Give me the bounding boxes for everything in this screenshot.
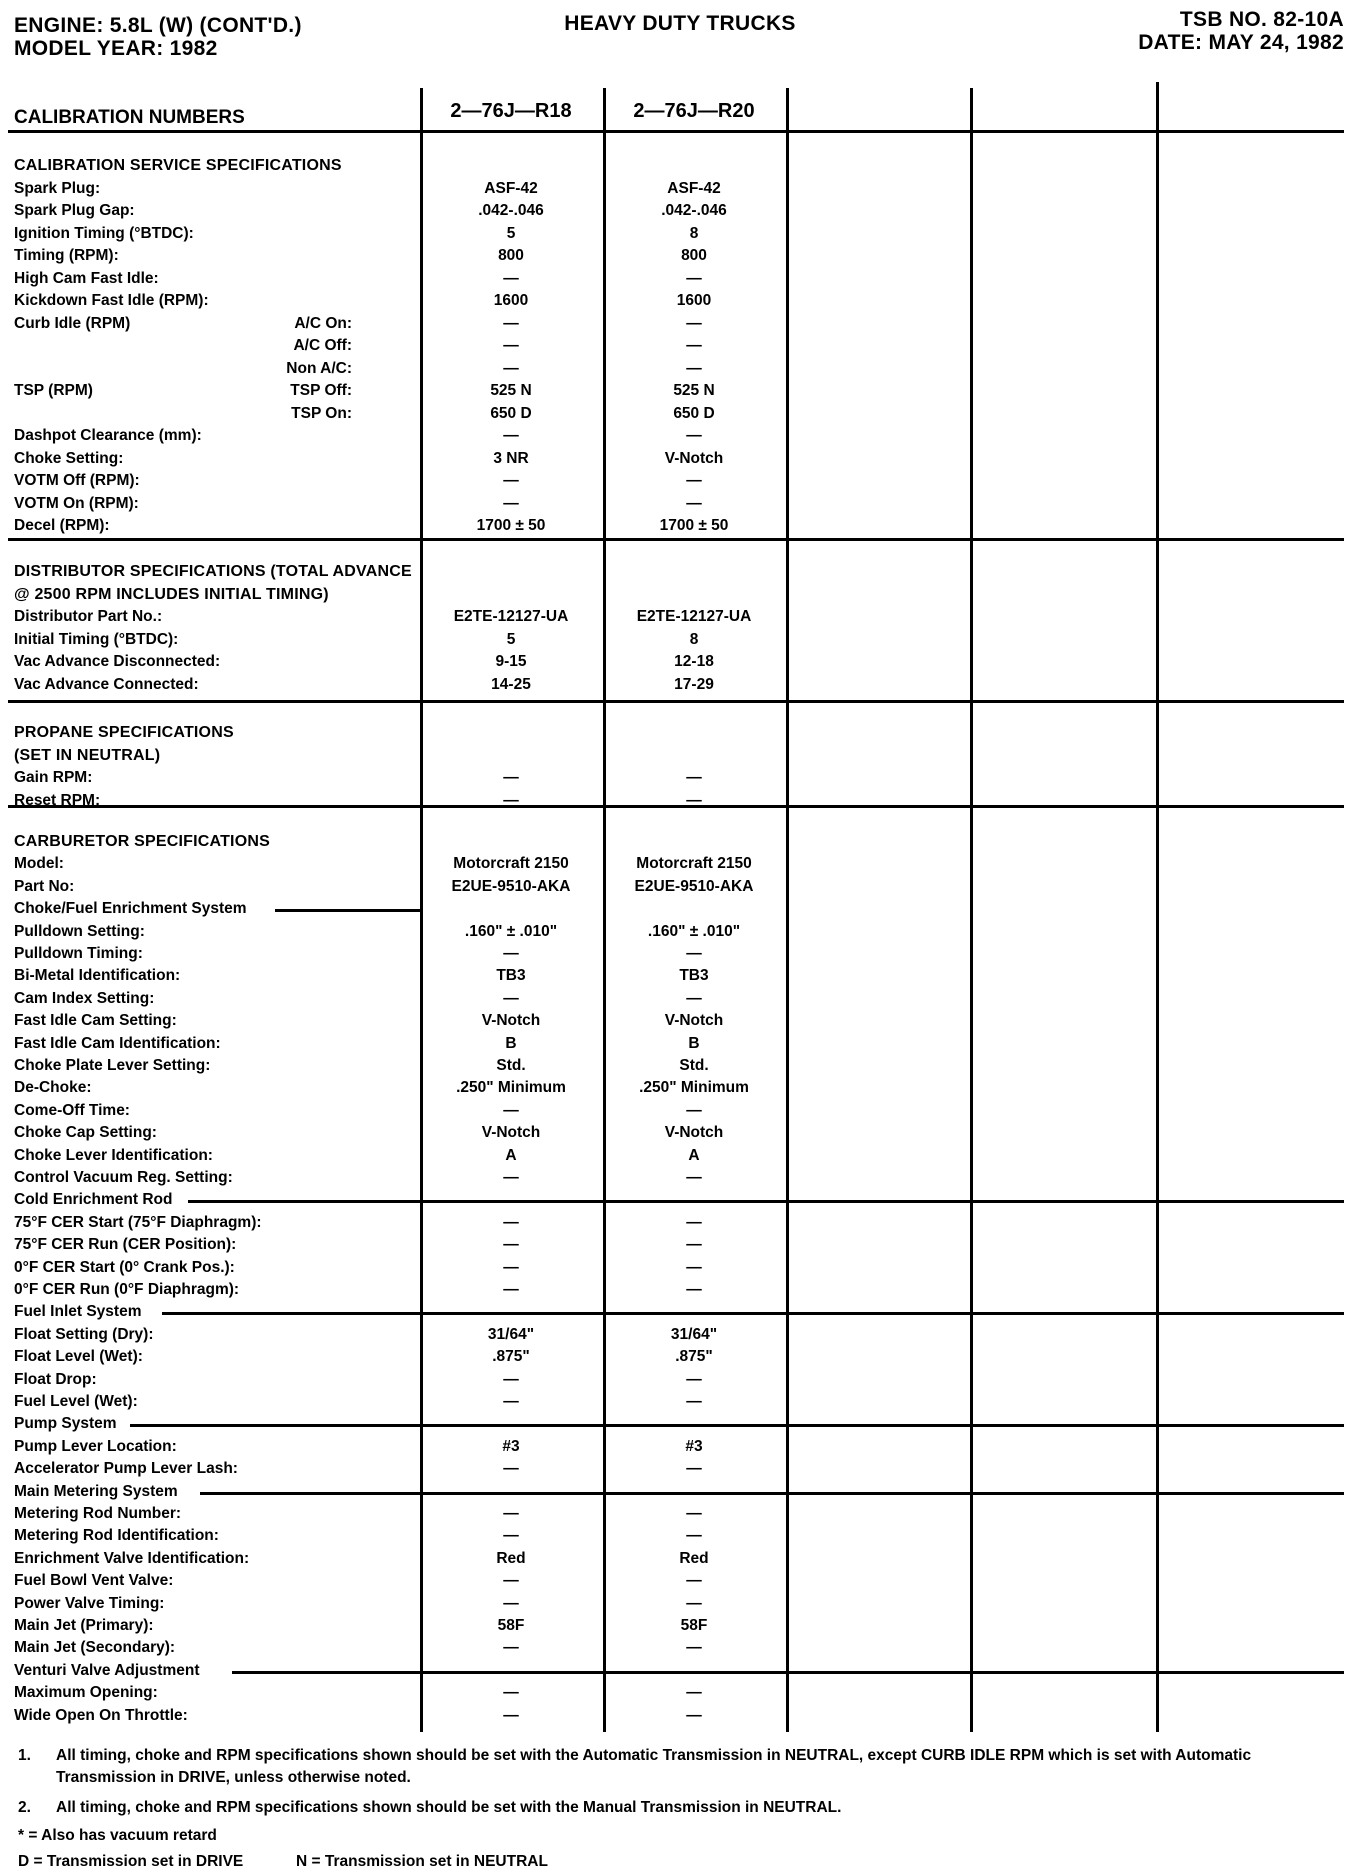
spec-condition: A/C Off: [293,337,352,354]
spec-label: Float Drop: [14,1370,97,1388]
spec-value-col-2: — [686,1684,702,1702]
spec-label: Reset RPM: [14,791,101,809]
spec-value-col-2: — [686,269,702,287]
spec-value-col-1: — [503,1281,519,1298]
subsection-rule [232,1671,1344,1674]
spec-row [0,1055,1360,1077]
spec-value-col-1: 9-15 [495,653,527,670]
spec-row [0,1122,1360,1144]
spec-value-col-2: 650 D [673,404,715,422]
engine-label: ENGINE: 5.8L (W) (CONT'D.) [14,14,302,37]
legend-vacuum-retard: * = Also has vacuum retard [18,1827,217,1844]
spec-value-col-2: 525 N [673,382,715,399]
spec-label: Main Jet (Secondary): [14,1639,176,1657]
spec-row [0,1369,1360,1391]
spec-label: Float Setting (Dry): [14,1325,154,1343]
footnote-text: Transmission in DRIVE, unless otherwise noted. [56,1769,411,1786]
spec-row [0,629,1360,651]
spec-label: TSP (RPM) [14,382,93,399]
calibration-col-2: 2—76J—R20 [633,100,755,122]
spec-value-col-1: — [503,1236,519,1254]
spec-condition: Non A/C: [286,359,352,377]
spec-label: De-Choke: [14,1079,92,1097]
spec-row [0,1100,1360,1122]
spec-value-col-1: B [505,1034,517,1052]
spec-row [0,767,1360,789]
spec-value-col-1: — [503,427,519,444]
spec-row [0,223,1360,245]
spec-label: VOTM Off (RPM): [14,472,140,489]
spec-row [0,988,1360,1010]
spec-value-col-2: B [688,1034,700,1052]
spec-value-col-1: — [503,269,519,287]
spec-value-col-2: Red [679,1549,709,1567]
spec-row [0,965,1360,987]
spec-value-col-2: Std. [679,1057,709,1074]
spec-row [0,853,1360,875]
subsection-heading-row [0,1189,1360,1211]
spec-label: 0°F CER Start (0° Crank Pos.): [14,1258,235,1276]
section-heading-row [0,831,1360,853]
section-heading-row [0,745,1360,767]
spec-value-col-1: 58F [497,1617,525,1634]
spec-label: Spark Plug Gap: [14,202,135,219]
spec-value-col-2: — [686,1505,702,1522]
spec-label: Pump Lever Location: [14,1437,177,1455]
subsection-heading-row [0,1413,1360,1435]
spec-value-col-2: — [686,1393,702,1410]
spec-value-col-2: — [686,359,702,377]
spec-value-col-2: E2UE-9510-AKA [634,877,754,895]
spec-value-col-1: 5 [506,224,516,242]
spec-value-col-1: 650 D [490,404,532,422]
spec-value-col-1: — [503,945,519,962]
spec-label: Fuel Level (Wet): [14,1393,138,1410]
spec-value-col-1: .160" ± .010" [464,922,558,940]
spec-label: Choke Plate Lever Setting: [14,1057,211,1074]
spec-value-col-2: #3 [685,1437,703,1455]
spec-value-col-2: — [686,337,702,354]
spec-value-col-2: — [686,1706,702,1724]
spec-row [0,1615,1360,1637]
subsection-heading: Pump System [14,1415,117,1433]
subsection-heading: Venturi Valve Adjustment [14,1661,200,1679]
spec-label: Fast Idle Cam Setting: [14,1012,177,1030]
subsection-rule [200,1492,1344,1495]
spec-value-col-2: 17-29 [674,675,714,693]
spec-label: Vac Advance Disconnected: [14,653,221,670]
spec-row [0,335,1360,357]
spec-value-col-2: .160" ± .010" [647,922,741,940]
spec-label: Vac Advance Connected: [14,675,199,693]
spec-value-col-2: — [686,1639,702,1657]
spec-row [0,1346,1360,1368]
spec-row [0,1257,1360,1279]
spec-row [0,1167,1360,1189]
spec-value-col-1: E2TE-12127-UA [453,608,569,625]
spec-value-col-1: A [505,1146,517,1164]
spec-label: Part No: [14,877,75,895]
spec-label: 0°F CER Run (0°F Diaphragm): [14,1281,240,1298]
spec-row [0,358,1360,380]
spec-label: Ignition Timing (°BTDC): [14,224,194,242]
spec-value-col-2: — [686,1370,702,1388]
subsection-heading: Cold Enrichment Rod [14,1191,173,1209]
spec-label: 75°F CER Start (75°F Diaphragm): [14,1213,262,1231]
spec-value-col-2: V-Notch [664,1012,724,1030]
spec-value-col-1: — [503,1101,519,1119]
spec-value-col-1: 1600 [493,292,529,309]
spec-label: Fuel Bowl Vent Valve: [14,1572,174,1590]
spec-row [0,448,1360,470]
spec-value-col-2: — [686,1460,702,1478]
spec-value-col-2: — [686,494,702,512]
spec-value-col-1: — [503,1684,519,1702]
spec-row [0,1391,1360,1413]
spec-value-col-1: — [503,1169,519,1186]
spec-row [0,290,1360,312]
spec-value-col-1: — [503,1706,519,1724]
spec-value-col-2: — [686,1527,702,1545]
spec-value-col-2: — [686,989,702,1007]
spec-row [0,1145,1360,1167]
subsection-rule [130,1424,1344,1427]
spec-value-col-1: — [503,472,519,489]
spec-value-col-1: — [503,1460,519,1478]
spec-value-col-1: 31/64" [487,1325,535,1343]
spec-label: Metering Rod Number: [14,1505,182,1522]
spec-label: Float Level (Wet): [14,1348,143,1366]
spec-row [0,1682,1360,1704]
spec-value-col-1: — [503,1639,519,1657]
subsection-heading-row [0,1660,1360,1682]
spec-value-col-2: 1600 [676,292,712,309]
spec-row [0,245,1360,267]
spec-label: High Cam Fast Idle: [14,269,159,287]
spec-value-col-1: 5 [506,630,516,648]
spec-value-col-1: ASF-42 [484,179,538,197]
spec-value-col-1: — [503,1393,519,1410]
spec-value-col-2: — [686,1281,702,1298]
spec-label: Timing (RPM): [14,247,119,264]
spec-row [0,268,1360,290]
spec-value-col-2: V-Notch [664,1124,724,1142]
spec-row [0,1525,1360,1547]
spec-row [0,1279,1360,1301]
spec-value-col-1: Std. [496,1057,526,1074]
spec-value-col-1: .875" [492,1348,530,1366]
spec-value-col-2: — [686,1236,702,1254]
spec-row [0,313,1360,335]
spec-row [0,674,1360,696]
spec-label: 75°F CER Run (CER Position): [14,1236,237,1254]
spec-value-col-1: Red [496,1549,526,1567]
subsection-heading: Choke/Fuel Enrichment System [14,900,247,918]
spec-row [0,425,1360,447]
spec-value-col-2: — [686,1213,702,1231]
spec-value-col-1: .250" Minimum [456,1079,566,1097]
spec-value-col-1: — [503,494,519,512]
spec-label: Wide Open On Throttle: [14,1706,188,1724]
spec-value-col-1: Motorcraft 2150 [453,855,569,873]
spec-value-col-2: — [686,472,702,489]
footnote-number: 1. [18,1747,31,1764]
footnote-number: 2. [18,1799,31,1816]
spec-label: Gain RPM: [14,769,93,786]
spec-value-col-1: E2UE-9510-AKA [451,877,571,895]
section-heading: PROPANE SPECIFICATIONS [14,724,234,741]
spec-value-col-2: 12-18 [674,653,714,670]
section-heading: DISTRIBUTOR SPECIFICATIONS (TOTAL ADVANCE [14,563,412,580]
spec-label: Pulldown Timing: [14,945,143,962]
document-title: HEAVY DUTY TRUCKS [564,12,796,35]
spec-label: Dashpot Clearance (mm): [14,427,202,444]
section-rule [8,130,1344,133]
spec-label: Control Vacuum Reg. Setting: [14,1169,233,1186]
spec-row [0,943,1360,965]
spec-label: Main Jet (Primary): [14,1617,154,1634]
section-rule [8,538,1344,541]
model-year-label: MODEL YEAR: 1982 [14,37,218,60]
spec-label: Choke Setting: [14,449,124,467]
spec-label: Enrichment Valve Identification: [14,1549,250,1567]
subsection-heading-row [0,898,1360,920]
spec-value-col-2: — [686,791,702,809]
spec-value-col-1: .042-.046 [478,202,544,219]
spec-condition: TSP On: [291,404,352,422]
spec-value-col-2: — [686,1594,702,1612]
spec-value-col-2: 8 [689,630,699,648]
spec-label: Maximum Opening: [14,1684,158,1702]
spec-label: Model: [14,855,64,873]
footnote-text: All timing, choke and RPM specifications shown should be set with the Automatic Transmission in NEUTRAL, except CURB IDLE RPM which is set with Automatic [56,1747,1252,1764]
spec-row [0,1570,1360,1592]
section-heading: CARBURETOR SPECIFICATIONS [14,833,270,850]
spec-row [0,1077,1360,1099]
tsb-date: DATE: MAY 24, 1982 [1138,31,1344,54]
spec-label: Spark Plug: [14,179,101,197]
spec-value-col-2: — [686,769,702,786]
spec-row [0,493,1360,515]
section-heading-row [0,584,1360,606]
footnote-text: All timing, choke and RPM specifications shown should be set with the Manual Transmission in NEUTRAL. [56,1799,842,1816]
spec-value-col-1: — [503,314,519,332]
section-heading: CALIBRATION SERVICE SPECIFICATIONS [14,157,342,174]
spec-value-col-2: — [686,427,702,444]
spec-label: Metering Rod Identification: [14,1527,219,1545]
spec-value-col-1: — [503,769,519,786]
spec-label: Initial Timing (°BTDC): [14,630,179,648]
spec-value-col-1: V-Notch [481,1124,541,1142]
spec-value-col-1: 3 NR [493,449,529,467]
spec-row [0,1212,1360,1234]
spec-row [0,470,1360,492]
spec-value-col-1: TB3 [496,967,526,985]
spec-row [0,178,1360,200]
spec-value-col-1: — [503,791,519,809]
spec-row [0,1593,1360,1615]
spec-label: Kickdown Fast Idle (RPM): [14,292,209,309]
spec-value-col-2: .875" [675,1348,713,1366]
spec-value-col-2: 1700 ± 50 [659,517,729,534]
spec-row [0,876,1360,898]
spec-row [0,1548,1360,1570]
spec-row [0,1637,1360,1659]
spec-value-col-2: — [686,314,702,332]
calibration-numbers-label: CALIBRATION NUMBERS [14,107,245,128]
spec-label: VOTM On (RPM): [14,494,139,512]
legend-drive: D = Transmission set in DRIVE [18,1853,244,1870]
subsection-rule [188,1200,1344,1203]
spec-value-col-2: — [686,945,702,962]
subsection-heading-row [0,1301,1360,1323]
spec-value-col-1: — [503,1505,519,1522]
spec-value-col-1: — [503,1594,519,1612]
section-heading-row [0,155,1360,177]
spec-row [0,1010,1360,1032]
spec-value-col-2: — [686,1169,702,1186]
spec-row [0,380,1360,402]
spec-label: Come-Off Time: [14,1101,130,1119]
spec-label: Fast Idle Cam Identification: [14,1034,221,1052]
spec-row [0,651,1360,673]
tsb-header [1138,8,1344,54]
spec-value-col-1: V-Notch [481,1012,541,1030]
subsection-rule [275,909,420,912]
section-heading: (SET IN NEUTRAL) [14,746,161,764]
spec-value-col-2: — [686,1572,702,1590]
spec-row [0,403,1360,425]
spec-value-col-2: — [686,1101,702,1119]
spec-label: Choke Lever Identification: [14,1146,213,1164]
spec-label: Pulldown Setting: [14,922,145,940]
spec-value-col-1: — [503,1527,519,1545]
spec-label: Curb Idle (RPM) [14,314,131,332]
spec-value-col-2: E2TE-12127-UA [636,608,752,625]
spec-value-col-2: 800 [681,247,707,264]
spec-label: Power Valve Timing: [14,1594,165,1612]
spec-value-col-1: — [503,359,519,377]
spec-label: Distributor Part No.: [14,608,163,625]
spec-value-col-1: 525 N [490,382,532,399]
spec-row [0,790,1360,812]
section-rule [8,700,1344,703]
spec-value-col-1: — [503,1370,519,1388]
spec-label: Decel (RPM): [14,517,110,534]
spec-value-col-1: — [503,1572,519,1590]
spec-row [0,606,1360,628]
spec-value-col-2: Motorcraft 2150 [636,855,752,873]
section-heading-row [0,561,1360,583]
spec-row [0,1234,1360,1256]
spec-value-col-2: — [686,1258,702,1276]
spec-label: Bi-Metal Identification: [14,967,181,985]
section-heading-row [0,722,1360,744]
spec-row [0,1458,1360,1480]
spec-row [0,515,1360,537]
spec-row [0,1503,1360,1525]
spec-condition: A/C On: [294,314,352,332]
spec-value-col-1: — [503,1213,519,1231]
spec-row [0,1324,1360,1346]
section-heading: @ 2500 RPM INCLUDES INITIAL TIMING) [14,585,329,603]
spec-value-col-1: — [503,1258,519,1276]
spec-label: Cam Index Setting: [14,989,155,1007]
spec-value-col-2: V-Notch [664,449,724,467]
subsection-heading-row [0,1481,1360,1503]
spec-value-col-1: — [503,337,519,354]
spec-value-col-2: 58F [680,1617,708,1634]
spec-value-col-2: ASF-42 [667,179,721,197]
spec-row [0,200,1360,222]
spec-value-col-1: 1700 ± 50 [476,517,546,534]
spec-row [0,921,1360,943]
spec-condition: TSP Off: [290,382,352,399]
spec-label: Choke Cap Setting: [14,1124,157,1142]
spec-row [0,1705,1360,1727]
spec-value-col-2: 8 [689,224,699,242]
spec-value-col-1: #3 [502,1437,520,1455]
subsection-heading: Main Metering System [14,1482,178,1500]
spec-value-col-1: 800 [498,247,524,264]
spec-value-col-2: A [688,1146,700,1164]
legend-neutral: N = Transmission set in NEUTRAL [296,1853,548,1870]
spec-value-col-2: TB3 [679,967,709,985]
spec-row [0,1033,1360,1055]
spec-value-col-2: 31/64" [670,1325,718,1343]
subsection-rule [162,1312,1344,1315]
spec-value-col-2: .250" Minimum [639,1079,749,1097]
tsb-number: TSB NO. 82-10A [1179,8,1344,31]
spec-label: Accelerator Pump Lever Lash: [14,1460,238,1478]
spec-value-col-2: .042-.046 [661,202,727,219]
subsection-heading: Fuel Inlet System [14,1303,142,1321]
calibration-col-1: 2—76J—R18 [450,100,572,122]
spec-row [0,1436,1360,1458]
spec-value-col-1: — [503,989,519,1007]
spec-value-col-1: 14-25 [491,675,531,693]
